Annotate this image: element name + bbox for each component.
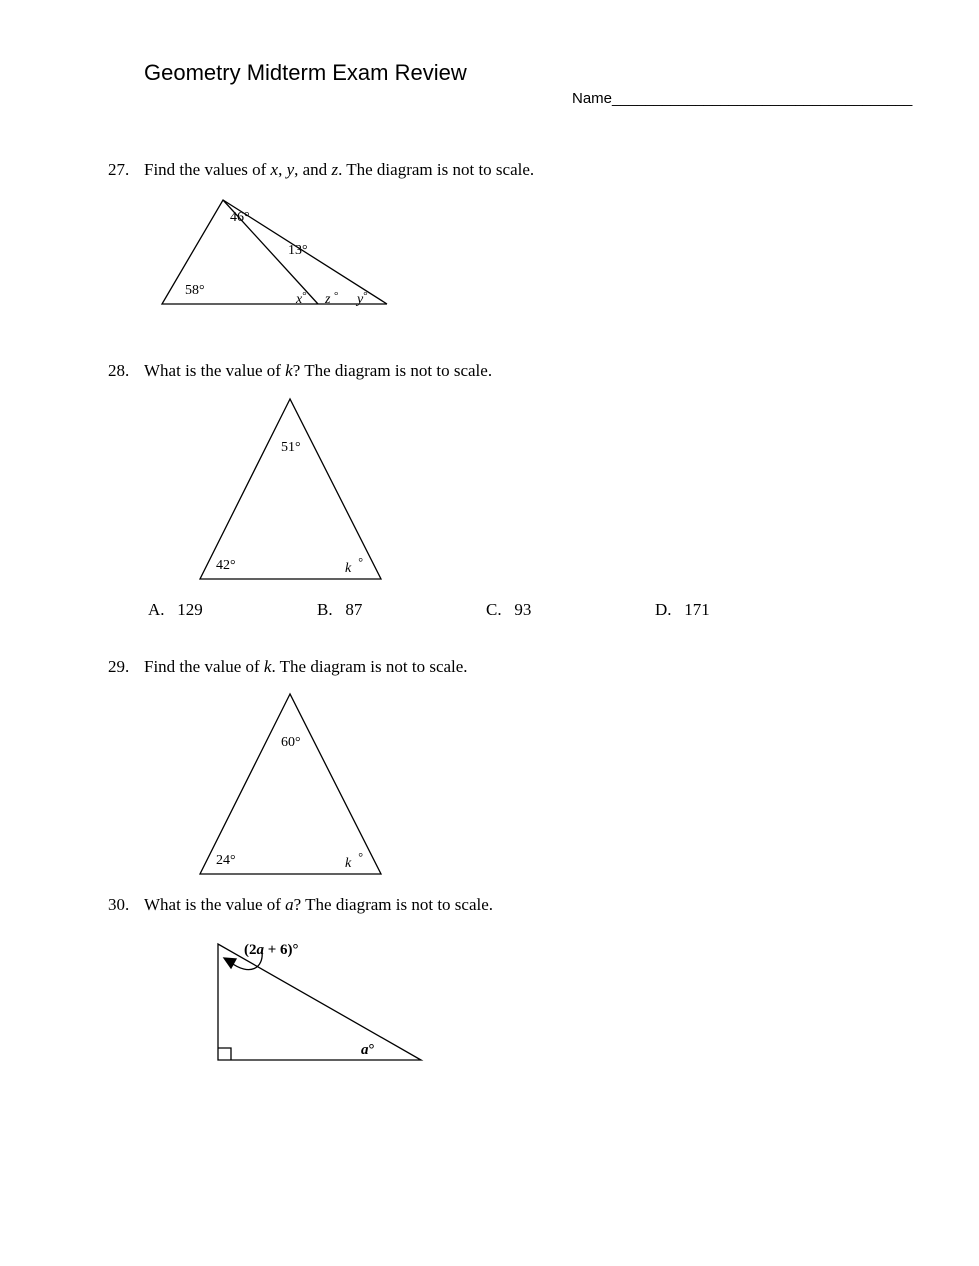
name-label: Name: [572, 90, 613, 107]
angle-label-y: y°: [357, 290, 368, 307]
name-line: ____________________________________: [612, 90, 913, 107]
angle-label-z: z °: [325, 290, 339, 307]
angle-label-left: 58°: [185, 283, 205, 298]
angle-label-top: 46°: [230, 210, 250, 225]
question-number: 30.: [108, 895, 130, 914]
page-title: Geometry Midterm Exam Review: [144, 60, 467, 85]
question-text: What is the value of k? The diagram is not to scale.: [144, 361, 493, 380]
angle-label-left: 24°: [216, 853, 236, 868]
answer-choice-a[interactable]: A. 129: [148, 600, 203, 619]
answer-choice-d[interactable]: D. 171: [655, 600, 710, 619]
answer-choice-b[interactable]: B. 87: [317, 600, 363, 619]
question-number: 29.: [108, 657, 130, 676]
angle-label-top-expression: (2a + 6)°: [244, 942, 299, 958]
right-angle-marker: [218, 1048, 231, 1060]
angle-label-a: a°: [361, 1042, 375, 1058]
question-text: What is the value of a? The diagram is not to scale.: [144, 895, 494, 914]
angle-label-x: x°: [296, 290, 307, 307]
arrowhead-icon: [224, 958, 236, 968]
angle-label-k: k °: [345, 555, 364, 576]
angle-label-left: 42°: [216, 558, 236, 573]
angle-label-inner: 13°: [288, 243, 308, 258]
question-number: 27.: [108, 160, 130, 179]
angle-label-k: k °: [345, 850, 364, 871]
question-number: 28.: [108, 361, 130, 380]
question-text: Find the values of x, y, and z. The diagram is not to scale.: [144, 160, 535, 179]
angle-label-top: 60°: [281, 735, 301, 750]
right-triangle: [218, 944, 421, 1060]
angle-label-top: 51°: [281, 440, 301, 455]
answer-choice-c[interactable]: C. 93: [486, 600, 532, 619]
question-text: Find the value of k. The diagram is not to scale.: [144, 657, 468, 676]
